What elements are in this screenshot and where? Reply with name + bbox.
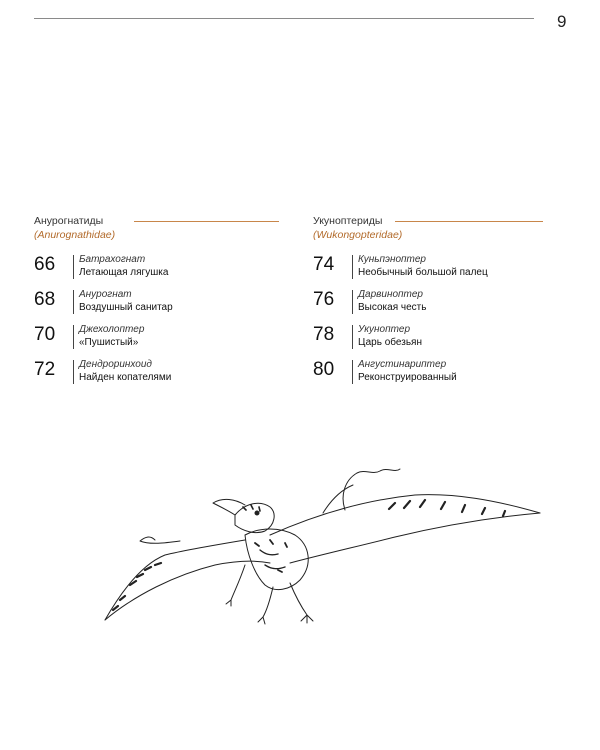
- entry-subtitle: Реконструированный: [358, 372, 457, 383]
- entry-subtitle: Высокая честь: [358, 302, 427, 313]
- section-latin-name: (Wukongopteridae): [313, 229, 403, 241]
- entry-divider: [73, 255, 74, 279]
- entry-page-number: 72: [34, 359, 56, 380]
- entry-divider: [73, 325, 74, 349]
- entry-page-number: 68: [34, 289, 56, 310]
- page-number: 9: [557, 12, 567, 31]
- section-title: Укуноптериды: [313, 215, 383, 227]
- entry-subtitle: Необычный большой палец: [358, 267, 488, 278]
- entry-page-number: 66: [34, 254, 56, 275]
- entry-divider: [73, 360, 74, 384]
- entry-name: Куньпэноптер: [358, 254, 426, 265]
- entry-name: Батрахогнат: [79, 254, 146, 265]
- toc-entry[interactable]: [313, 250, 543, 284]
- section-latin-name: (Anurognathidae): [34, 229, 116, 241]
- entry-page-number: 70: [34, 324, 56, 345]
- toc-entry[interactable]: [313, 285, 543, 319]
- entry-name: Дарвиноптер: [358, 289, 423, 300]
- header-rule: [34, 18, 534, 19]
- section-rule: [395, 221, 543, 222]
- entry-page-number: 76: [313, 289, 335, 310]
- entry-divider: [352, 360, 353, 384]
- section-header: [313, 215, 543, 249]
- entry-page-number: 80: [313, 359, 335, 380]
- pterosaur-sketch-icon: [95, 455, 555, 635]
- section-rule: [134, 221, 279, 222]
- entry-subtitle: Воздушный санитар: [79, 302, 173, 313]
- entry-name: Джехолоптер: [79, 324, 145, 335]
- entry-name: Укуноптер: [358, 324, 411, 335]
- entry-subtitle: Царь обезьян: [358, 337, 422, 348]
- section-title: Анурогнатиды: [34, 215, 104, 227]
- toc-entry[interactable]: [34, 355, 279, 389]
- entry-divider: [352, 290, 353, 314]
- entry-divider: [352, 255, 353, 279]
- entry-page-number: 74: [313, 254, 335, 275]
- toc-entry[interactable]: [313, 355, 543, 389]
- section-anurognathidae: [34, 215, 279, 389]
- entry-name: Дендроринхоид: [79, 359, 152, 370]
- entry-divider: [73, 290, 74, 314]
- entry-subtitle: Летающая лягушка: [79, 267, 169, 278]
- section-wukongopteridae: [313, 215, 543, 389]
- entry-page-number: 78: [313, 324, 335, 345]
- entry-divider: [352, 325, 353, 349]
- toc-entry[interactable]: [34, 320, 279, 354]
- section-header: [34, 215, 279, 249]
- entry-name: Анурогнат: [79, 289, 132, 300]
- entry-subtitle: Найден копателями: [79, 372, 172, 383]
- entry-subtitle: «Пушистый»: [79, 337, 139, 348]
- entry-name: Ангустинариптер: [358, 359, 447, 370]
- toc-entry[interactable]: [313, 320, 543, 354]
- toc-entry[interactable]: [34, 250, 279, 284]
- toc-entry[interactable]: [34, 285, 279, 319]
